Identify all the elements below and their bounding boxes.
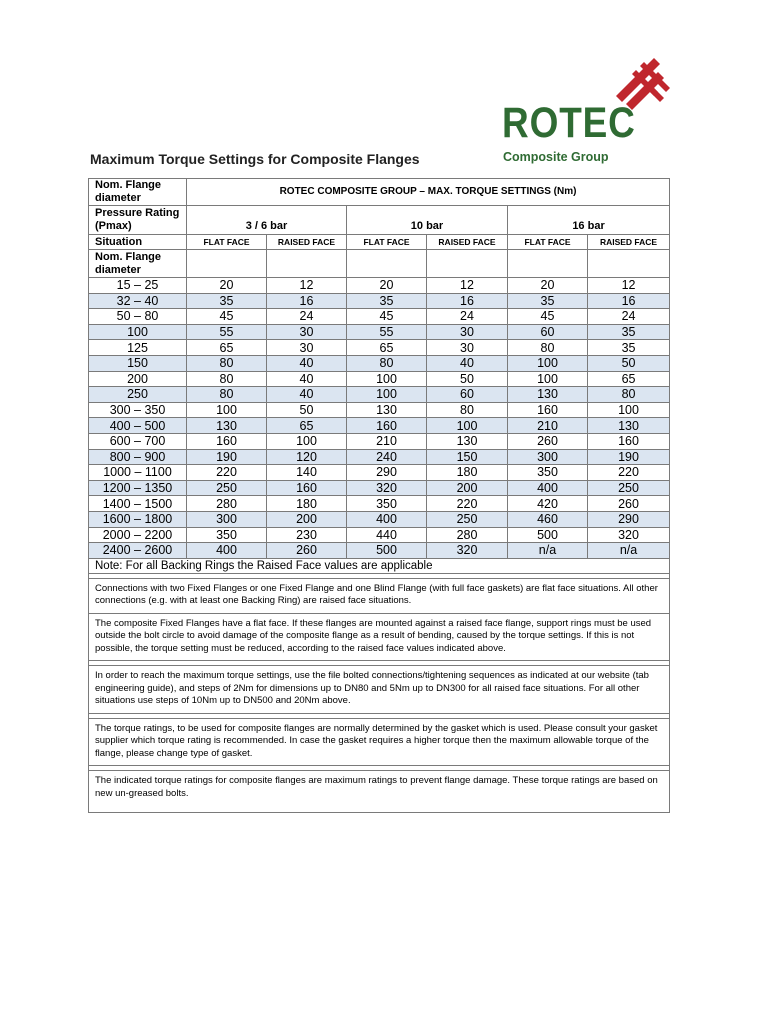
torque-value-cell: 35 [588, 340, 670, 356]
face-header: FLAT FACE [508, 235, 588, 250]
torque-value-cell: 100 [267, 433, 347, 449]
table-row [89, 511, 670, 527]
torque-value-cell: 100 [347, 387, 427, 403]
flange-diameter-cell: 400 – 500 [89, 418, 187, 434]
torque-value-cell: 100 [508, 355, 588, 371]
torque-value-cell: 250 [187, 480, 267, 496]
table-row [89, 449, 670, 465]
torque-value-cell: 30 [427, 324, 508, 340]
torque-value-cell: 60 [508, 324, 588, 340]
flange-diameter-cell: 1600 – 1800 [89, 511, 187, 527]
torque-value-cell: 30 [267, 324, 347, 340]
torque-value-cell: 280 [427, 527, 508, 543]
torque-value-cell: 100 [588, 402, 670, 418]
face-header: RAISED FACE [588, 235, 670, 250]
table-row [89, 309, 670, 325]
torque-value-cell: 220 [187, 465, 267, 481]
table-row [89, 543, 670, 559]
face-header: RAISED FACE [267, 235, 347, 250]
torque-rows [89, 278, 670, 559]
torque-value-cell: 280 [187, 496, 267, 512]
flange-diameter-cell: 1400 – 1500 [89, 496, 187, 512]
torque-value-cell: 400 [187, 543, 267, 559]
torque-value-cell: 350 [347, 496, 427, 512]
torque-value-cell: n/a [588, 543, 670, 559]
torque-value-cell: 260 [267, 543, 347, 559]
torque-value-cell: 80 [588, 387, 670, 403]
torque-value-cell: 45 [187, 309, 267, 325]
torque-value-cell: 55 [347, 324, 427, 340]
flange-diameter-cell: 2000 – 2200 [89, 527, 187, 543]
torque-value-cell: 24 [588, 309, 670, 325]
table-row [89, 418, 670, 434]
torque-value-cell: 130 [508, 387, 588, 403]
torque-value-cell: 240 [347, 449, 427, 465]
torque-value-cell: 30 [427, 340, 508, 356]
torque-value-cell: 35 [508, 293, 588, 309]
torque-table [88, 178, 670, 813]
torque-value-cell: 35 [347, 293, 427, 309]
table-row [89, 527, 670, 543]
torque-value-cell: 320 [347, 480, 427, 496]
torque-value-cell: 100 [347, 371, 427, 387]
torque-value-cell: 350 [508, 465, 588, 481]
table-row [89, 465, 670, 481]
torque-value-cell: 12 [267, 278, 347, 294]
torque-value-cell: 250 [588, 480, 670, 496]
face-header: RAISED FACE [427, 235, 508, 250]
flange-diameter-cell: 100 [89, 324, 187, 340]
torque-value-cell: 16 [588, 293, 670, 309]
torque-value-cell: 120 [267, 449, 347, 465]
torque-value-cell: 65 [267, 418, 347, 434]
torque-value-cell: 40 [267, 371, 347, 387]
page-title: Maximum Torque Settings for Composite Flanges [90, 151, 420, 167]
torque-value-cell: 35 [187, 293, 267, 309]
torque-value-cell: 460 [508, 511, 588, 527]
flange-diameter-cell: 32 – 40 [89, 293, 187, 309]
flange-diameter-cell: 15 – 25 [89, 278, 187, 294]
torque-value-cell: 30 [267, 340, 347, 356]
torque-value-cell: 65 [588, 371, 670, 387]
torque-value-cell: 80 [187, 371, 267, 387]
torque-value-cell: 12 [427, 278, 508, 294]
torque-value-cell: 210 [347, 433, 427, 449]
torque-value-cell: 160 [588, 433, 670, 449]
torque-value-cell: 290 [588, 511, 670, 527]
torque-value-cell: 40 [427, 355, 508, 371]
torque-value-cell: 60 [427, 387, 508, 403]
face-header: FLAT FACE [347, 235, 427, 250]
info-paragraph: The indicated torque ratings for composite flanges are maximum ratings to prevent flange damage. These torque ratings are based on new un-greased bolts. [89, 771, 670, 813]
torque-value-cell: 190 [588, 449, 670, 465]
logo-subtitle: Composite Group [503, 150, 609, 164]
table-row [89, 387, 670, 403]
table-row [89, 278, 670, 294]
table-row [89, 293, 670, 309]
flange-diameter-cell: 1000 – 1100 [89, 465, 187, 481]
flange-diameter-cell: 1200 – 1350 [89, 480, 187, 496]
table-row [89, 371, 670, 387]
torque-value-cell: 260 [588, 496, 670, 512]
torque-value-cell: 80 [187, 355, 267, 371]
torque-value-cell: 200 [267, 511, 347, 527]
torque-value-cell: 80 [508, 340, 588, 356]
flange-diameter-cell: 50 – 80 [89, 309, 187, 325]
info-paragraph: The torque ratings, to be used for composite flanges are normally determined by the gasket which is used. Please consult your gasket supplier which torque rating is recommended. In case the gasket requires a higher torque then the maximum allowable torque of the flange, please change type of gasket. [89, 718, 670, 766]
pressure-10: 10 bar [347, 206, 508, 235]
torque-value-cell: 16 [267, 293, 347, 309]
torque-value-cell: 230 [267, 527, 347, 543]
table-row [89, 355, 670, 371]
torque-value-cell: 130 [347, 402, 427, 418]
torque-value-cell: 160 [187, 433, 267, 449]
torque-value-cell: 100 [427, 418, 508, 434]
torque-value-cell: 500 [347, 543, 427, 559]
face-header: FLAT FACE [187, 235, 267, 250]
torque-value-cell: 300 [187, 511, 267, 527]
nom-flange-header-2: Nom. Flange diameter [89, 250, 187, 278]
torque-value-cell: 20 [187, 278, 267, 294]
flange-diameter-cell: 125 [89, 340, 187, 356]
torque-value-cell: 180 [427, 465, 508, 481]
situation-header: Situation [89, 235, 187, 250]
torque-value-cell: 35 [588, 324, 670, 340]
torque-value-cell: 320 [588, 527, 670, 543]
pressure-header: Pressure Rating (Pmax) [89, 206, 187, 235]
torque-value-cell: 65 [187, 340, 267, 356]
torque-value-cell: 190 [187, 449, 267, 465]
torque-value-cell: 220 [427, 496, 508, 512]
torque-value-cell: 400 [508, 480, 588, 496]
torque-value-cell: 130 [187, 418, 267, 434]
torque-value-cell: 290 [347, 465, 427, 481]
torque-value-cell: 40 [267, 387, 347, 403]
flange-diameter-cell: 250 [89, 387, 187, 403]
torque-value-cell: 100 [187, 402, 267, 418]
flange-diameter-cell: 150 [89, 355, 187, 371]
torque-value-cell: 150 [427, 449, 508, 465]
torque-value-cell: 160 [267, 480, 347, 496]
table-row [89, 433, 670, 449]
flange-diameter-cell: 600 – 700 [89, 433, 187, 449]
pressure-3-6: 3 / 6 bar [187, 206, 347, 235]
torque-value-cell: 20 [508, 278, 588, 294]
torque-value-cell: 400 [347, 511, 427, 527]
torque-value-cell: 320 [427, 543, 508, 559]
torque-value-cell: 50 [588, 355, 670, 371]
torque-value-cell: 80 [187, 387, 267, 403]
info-paragraph: Connections with two Fixed Flanges or one Fixed Flange and one Blind Flange (with full face gaskets) are flat face situations. All other connections (e.g. with at least one Backing Ring) are raised face situations. [89, 578, 670, 613]
torque-value-cell: n/a [508, 543, 588, 559]
info-paragraph: The composite Fixed Flanges have a flat face. If these flanges are mounted against a raised face flange, support rings must be used outside the bolt circle to avoid damage of the composite flange as a result of bending, caused by the torque settings. If this is not possible, the torque setting must be reduced, according to the raised face values indicated above. [89, 613, 670, 661]
torque-value-cell: 500 [508, 527, 588, 543]
torque-value-cell: 80 [427, 402, 508, 418]
torque-value-cell: 160 [508, 402, 588, 418]
torque-value-cell: 40 [267, 355, 347, 371]
flange-diameter-cell: 300 – 350 [89, 402, 187, 418]
torque-value-cell: 80 [347, 355, 427, 371]
torque-value-cell: 220 [588, 465, 670, 481]
torque-value-cell: 24 [267, 309, 347, 325]
torque-value-cell: 130 [588, 418, 670, 434]
torque-value-cell: 200 [427, 480, 508, 496]
torque-value-cell: 50 [267, 402, 347, 418]
torque-value-cell: 210 [508, 418, 588, 434]
torque-value-cell: 24 [427, 309, 508, 325]
torque-value-cell: 16 [427, 293, 508, 309]
torque-value-cell: 180 [267, 496, 347, 512]
torque-value-cell: 420 [508, 496, 588, 512]
torque-value-cell: 140 [267, 465, 347, 481]
nom-flange-header: Nom. Flange diameter [89, 179, 187, 206]
flange-diameter-cell: 2400 – 2600 [89, 543, 187, 559]
torque-value-cell: 250 [427, 511, 508, 527]
table-row [89, 480, 670, 496]
torque-value-cell: 300 [508, 449, 588, 465]
pressure-16: 16 bar [508, 206, 670, 235]
torque-value-cell: 50 [427, 371, 508, 387]
table-row [89, 340, 670, 356]
torque-value-cell: 100 [508, 371, 588, 387]
torque-value-cell: 45 [508, 309, 588, 325]
torque-value-cell: 440 [347, 527, 427, 543]
rotec-logo [498, 56, 670, 166]
backing-ring-note: Note: For all Backing Rings the Raised Face values are applicable [89, 558, 670, 573]
table-title: ROTEC COMPOSITE GROUP – MAX. TORQUE SETTINGS (Nm) [187, 179, 670, 206]
torque-value-cell: 55 [187, 324, 267, 340]
torque-value-cell: 160 [347, 418, 427, 434]
torque-value-cell: 20 [347, 278, 427, 294]
torque-value-cell: 260 [508, 433, 588, 449]
flange-diameter-cell: 800 – 900 [89, 449, 187, 465]
torque-value-cell: 350 [187, 527, 267, 543]
torque-value-cell: 65 [347, 340, 427, 356]
logo-wordmark: ROTEC [502, 99, 636, 147]
torque-value-cell: 12 [588, 278, 670, 294]
table-row [89, 496, 670, 512]
torque-value-cell: 45 [347, 309, 427, 325]
torque-value-cell: 130 [427, 433, 508, 449]
table-row [89, 402, 670, 418]
info-paragraph: In order to reach the maximum torque settings, use the file bolted connections/tightening sequences as indicated at our website (tab engineering guide), and steps of 2Nm for dimensions up to DN80 and 5Nm up to DN300 for all raised face situations. For all other situations use steps of 10Nm up to DN500 and 20Nm above. [89, 666, 670, 714]
table-row [89, 324, 670, 340]
flange-diameter-cell: 200 [89, 371, 187, 387]
